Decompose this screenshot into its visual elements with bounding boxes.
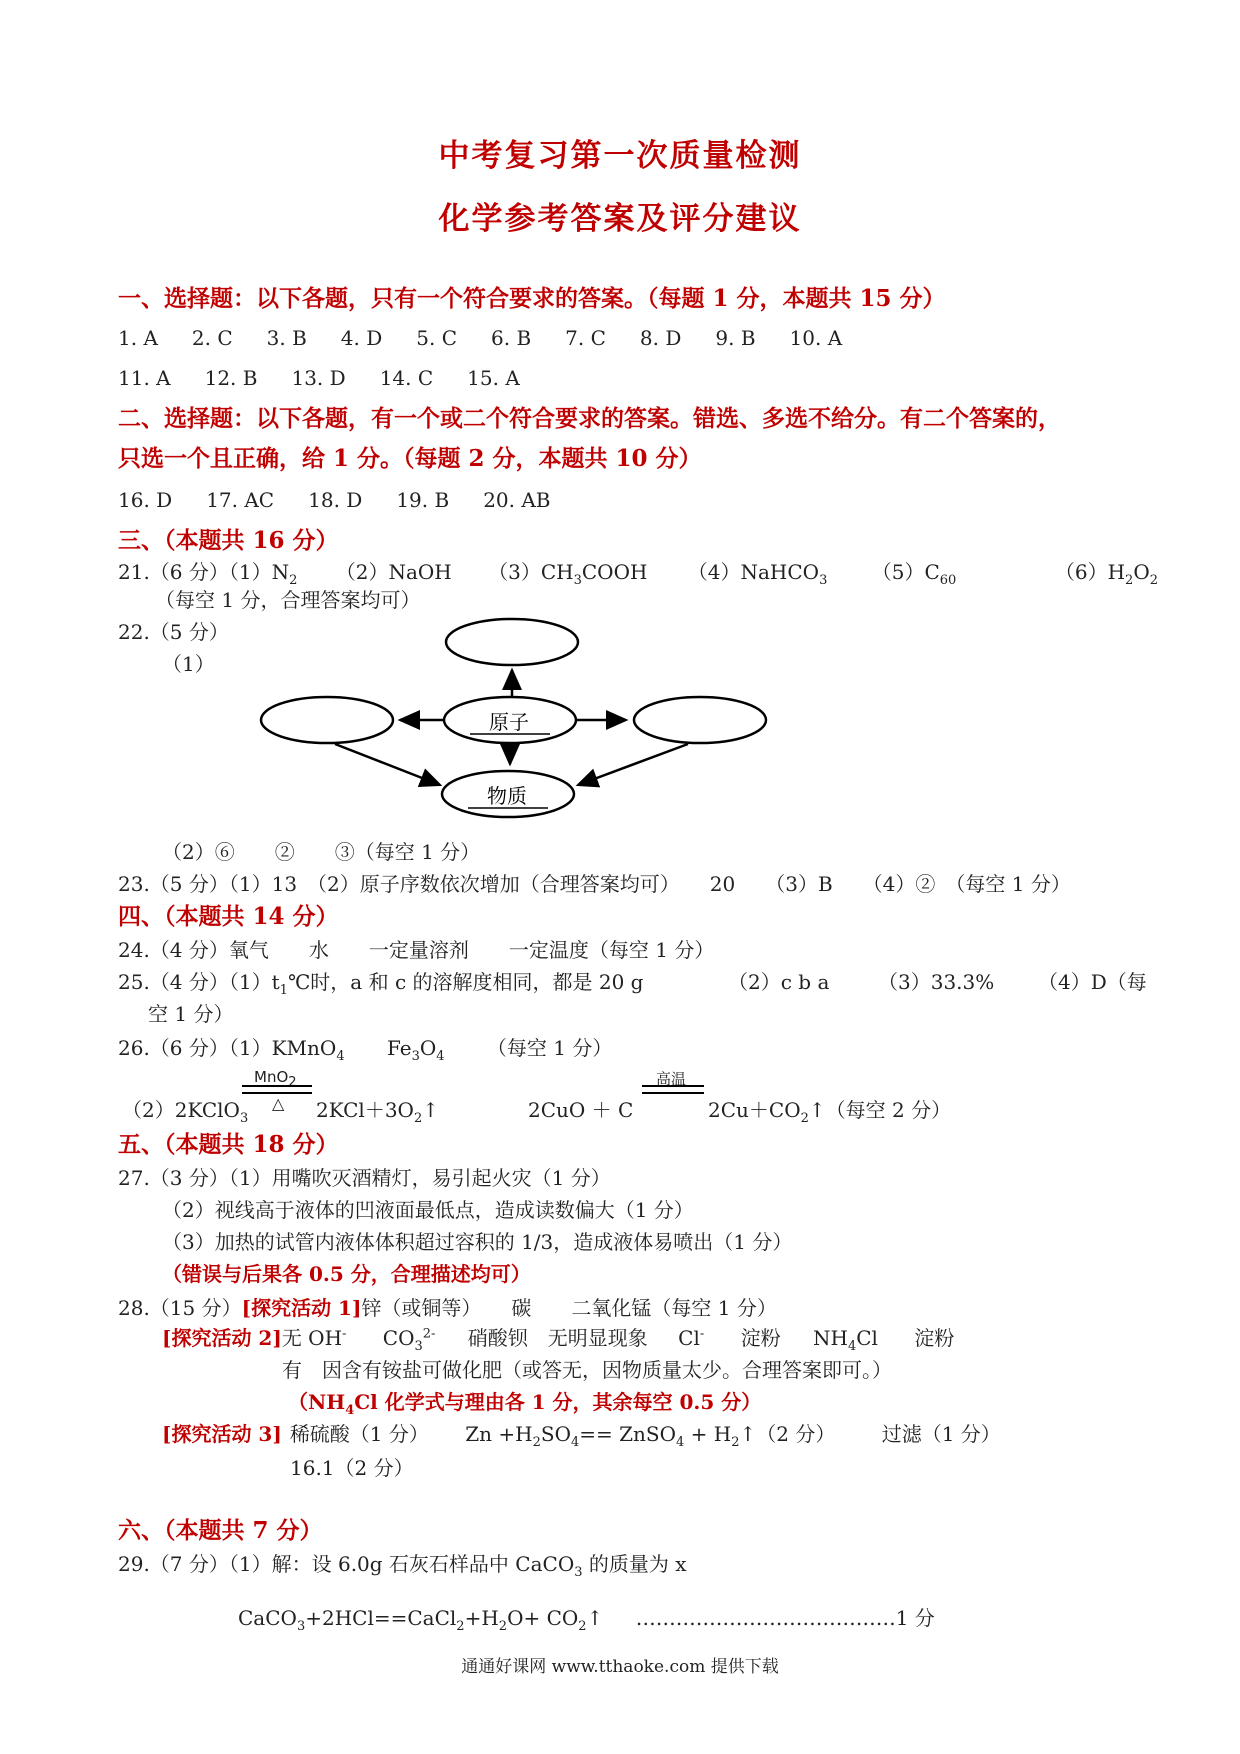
answer-item: 9. B (715, 326, 756, 350)
answer-item: 17. AC (206, 488, 275, 512)
section2-row (118, 488, 585, 512)
answer-item: 13. D (291, 366, 346, 390)
q25-line2: 空 1 分） (148, 1002, 234, 1026)
q21-note: （每空 1 分，合理答案均可） (155, 588, 421, 612)
q21-line: 21.（6 分）$(1)N_2$ （2）NaOH $(3)CH_3COOH$ （4）NaHCO$_3$ $(5)C_{60}$ $(6)H_2O_2$ (118, 560, 1158, 588)
q24-line: 24.（4 分）氧气 水 一定量溶剂 一定温度（每空 1 分） (118, 938, 715, 962)
section6-heading: 六、（本题共 7 分） (118, 1517, 323, 1544)
concept-diagram (250, 610, 790, 830)
q22-prefix: 22.（5 分） (118, 620, 229, 644)
answer-item: 2. C (191, 326, 233, 350)
answer-item: 1. A (118, 326, 158, 350)
q27-line3: （3）加热的试管内液体体积超过容积的 1/3，造成液体易喷出（1 分） (162, 1230, 793, 1254)
eq2-left: 2CuO ＋ C (528, 1098, 634, 1122)
q29-line1: 29.（7 分）（1）解：设 6.0g 石灰石样品中 CaCO$_3$ 的质量为 x (118, 1552, 687, 1580)
answer-item: 4. D (340, 326, 383, 350)
answer-item: 20. AB (483, 488, 551, 512)
eq1-equal-sign (242, 1085, 312, 1094)
answer-item: 8. D (639, 326, 682, 350)
title-line1: 中考复习第一次质量检测 (438, 138, 802, 174)
top-ellipse (446, 619, 578, 665)
eq1-condition-above: MnO$_2$ (254, 1068, 297, 1090)
right-ellipse (634, 697, 766, 743)
eq2-right: $2Cu+CO_2↑$（每空 2 分） (708, 1098, 952, 1126)
section1-heading: 一、选择题：以下各题，只有一个符合要求的答案。（每题 1 分，本题共 15 分） (118, 285, 946, 312)
eq1-condition-below: △ (272, 1094, 285, 1113)
q28-act2-line1: [探究活动 2]无 OH- $CO_3^{2-}$ 硝酸钡 无明显现象 Cl- 淀粉 $NH_4Cl$ 淀粉 (162, 1326, 955, 1354)
q28-act2-line2: 有 因含有铵盐可做化肥（或答无，因物质量太少。合理答案即可。） (282, 1358, 892, 1382)
eq2-condition-above: 高温 (656, 1070, 687, 1088)
q28-line1: 28.（15 分）[探究活动 1]锌（或铜等） 碳 二氧化锰（每空 1 分） (118, 1296, 777, 1320)
answer-item: 12. B (204, 366, 258, 390)
q23-line: 23.（5 分）（1）13 （2）原子序数依次增加（合理答案均可） 20 （3）B （4）② （每空 1 分） (118, 872, 1071, 896)
answer-item: 10. A (789, 326, 843, 350)
answer-item: 5. C (416, 326, 458, 350)
q25-line: 25.（4 分）$(1)t_1℃$时，a 和 c 的溶解度相同，都是 20 g （2）c b a （3）33.3% （4）D（每 (118, 970, 1147, 998)
section3-heading: 三、（本题共 16 分） (118, 527, 339, 554)
eq1-right: $2KCl+3O_2↑$ (316, 1098, 439, 1126)
answer-item: 15. A (467, 366, 520, 390)
title-line2: 化学参考答案及评分建议 (438, 201, 802, 237)
answer-item: 19. B (396, 488, 450, 512)
diagram-bottom-label: 物质 (487, 784, 527, 808)
section1-row2 (118, 366, 554, 390)
section4-heading: 四、（本题共 14 分） (118, 903, 339, 930)
section1-row1 (118, 326, 876, 350)
q28-act3-line2: 16.1（2 分） (290, 1456, 414, 1480)
q29-equation: $CaCO_3+2HCl==CaCl_2+H_2O+$ $CO_2↑$ …………………………………1 分 (238, 1606, 935, 1634)
eq1-left: （2）2KClO$_3$ (122, 1098, 249, 1126)
answer-item: 11. A (118, 366, 171, 390)
footer: 通通好课网 www.tthaoke.com 提供下载 (461, 1657, 779, 1677)
left-ellipse (261, 697, 393, 743)
answer-item: 18. D (308, 488, 363, 512)
q22-part1: （1） (162, 652, 215, 676)
q27-note: （错误与后果各 0.5 分，合理描述均可） (162, 1262, 531, 1286)
q28-act3-line1: [探究活动 3] 稀硫酸（1 分） $Zn +H_2SO_4==$ ZnSO$_4$ + $H_2↑(2$ 分） 过滤（1 分） (162, 1422, 1001, 1450)
answer-item: 14. C (379, 366, 434, 390)
q28-act2-note: （$NH_4Cl$ 化学式与理由各 1 分，其余每空 0.5 分） (288, 1390, 762, 1418)
section2-heading-line2: 只选一个且正确，给 1 分。（每题 2 分，本题共 10 分） (118, 445, 702, 472)
section5-heading: 五、（本题共 18 分） (118, 1131, 339, 1158)
answer-item: 7. C (565, 326, 606, 350)
diagram-center-label: 原子 (489, 710, 529, 734)
q22-part2: （2）⑥ ② ③（每空 1 分） (162, 840, 481, 864)
q27-line1: 27.（3 分）（1）用嘴吹灭酒精灯，易引起火灾（1 分） (118, 1166, 611, 1190)
section2-heading-line1: 二、选择题：以下各题，有一个或二个符合要求的答案。错选、多选不给分。有二个答案的， (118, 405, 1061, 432)
q27-line2: （2）视线高于液体的凹液面最低点，造成读数偏大（1 分） (162, 1198, 694, 1222)
q26-line: 26.（6 分）（1）KMnO$_4$ $Fe_3O_4$ （每空 1 分） (118, 1036, 613, 1064)
answer-item: 3. B (266, 326, 307, 350)
answer-item: 16. D (118, 488, 173, 512)
answer-item: 6. B (491, 326, 532, 350)
eq2-equal-sign (642, 1085, 704, 1094)
